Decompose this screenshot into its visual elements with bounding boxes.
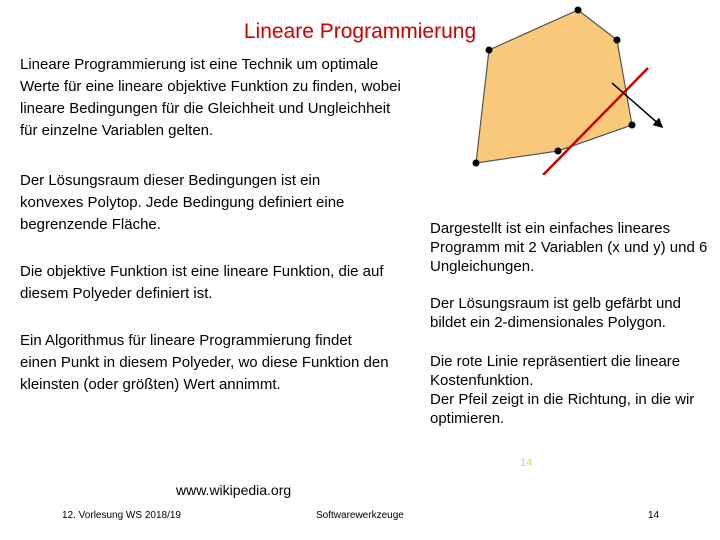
- intro-paragraph: Lineare Programmierung ist eine Technik um optimale Werte für eine lineare objektive Funktion zu finden, wobei lineare Bedingungen für die Gleichheit und Ungleichheit für einzelne Variablen gelten.: [20, 56, 401, 139]
- slide-title: Lineare Programmierung: [243, 20, 477, 43]
- cost-line-paragraph: Die rote Linie repräsentiert die lineare Kostenfunktion.: [430, 353, 681, 389]
- faint-page-mark: 14: [520, 457, 533, 469]
- program-description-paragraph: Dargestellt ist ein einfaches lineares Programm mit 2 Variablen (x und y) und 6 Ungleichungen.: [430, 220, 708, 275]
- footer-lecture: 12. Vorlesung WS 2018/19: [62, 510, 181, 521]
- solution-region-paragraph: Der Lösungsraum ist gelb gefärbt und bildet ein 2-dimensionales Polygon.: [430, 295, 681, 331]
- source-link[interactable]: www.wikipedia.org: [176, 482, 292, 498]
- vertex-point: [575, 7, 582, 14]
- vertex-point: [629, 122, 636, 129]
- vertex-point: [614, 37, 621, 44]
- vertex-point: [555, 148, 562, 155]
- footer-page-number: 14: [648, 510, 660, 521]
- solution-polygon: [476, 10, 632, 163]
- vertex-point: [473, 160, 480, 167]
- cost-line-block: [430, 352, 715, 428]
- objective-function-paragraph: Die objektive Funktion ist eine lineare Funktion, die auf diesem Polyeder definiert ist.: [20, 263, 384, 302]
- solution-space-paragraph: Der Lösungsraum dieser Bedingungen ist ein konvexes Polytop. Jede Bedingung definiert eine begrenzende Fläche.: [20, 172, 345, 233]
- arrow-direction-paragraph: Der Pfeil zeigt in die Richtung, in die wir optimieren.: [430, 391, 695, 427]
- vertex-point: [486, 47, 493, 54]
- linear-program-diagram: [450, 0, 720, 175]
- footer-course: Softwarewerkzeuge: [316, 510, 404, 521]
- algorithm-paragraph: Ein Algorithmus für lineare Programmierung findet einen Punkt in diesem Polyeder, wo diese Funktion den kleinsten (oder größten) Wert annimmt.: [20, 332, 389, 393]
